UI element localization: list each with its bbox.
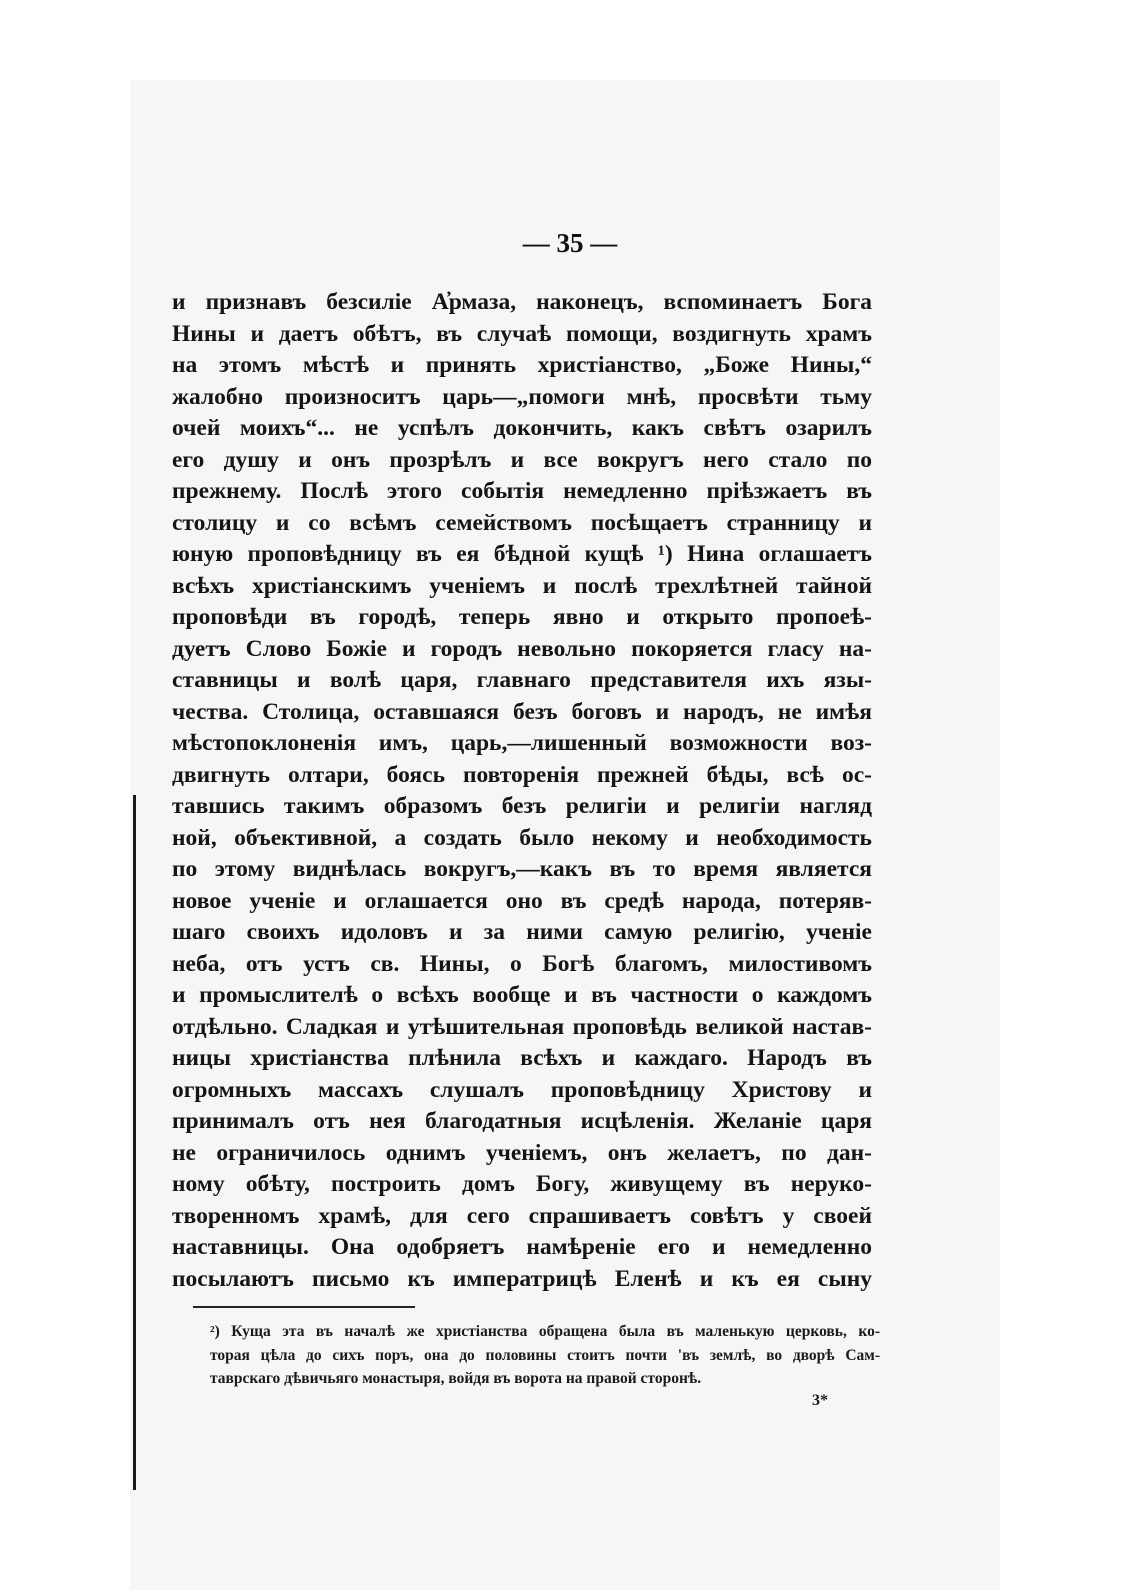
body-text (172, 287, 872, 1295)
text-line: Нины и даетъ обѣтъ, въ случаѣ помощи, воздигнуть храмъ (172, 320, 872, 347)
text-line: и промыслителѣ о всѣхъ вообще и въ частности о каждомъ (172, 982, 872, 1008)
text-line: и признавъ безсиліе А̓рмаза, наконецъ, вспоминаетъ Бога (172, 289, 872, 315)
text-line: столицу и со всѣмъ семействомъ посѣщаетъ странницу и (172, 509, 872, 536)
footnote-separator (193, 1306, 415, 1308)
text-line: новое ученіе и оглашается оно въ средѣ народа, потеряв- (172, 887, 872, 914)
text-line: наставницы. Она одобряетъ намѣреніе его и немедленно (172, 1234, 872, 1260)
text-line: шаго своихъ идоловъ и за ними самую религію, ученіе (172, 919, 872, 945)
text-line: мѣстопоклоненія имъ, царь,—лишенный возможности воз- (172, 730, 872, 756)
text-line: по этому виднѣлась вокругъ,—какъ въ то время является (172, 856, 872, 882)
text-line: принималъ отъ нея благодатныя исцѣленія. Желаніе царя (172, 1108, 872, 1134)
text-line: неба, отъ устъ св. Нины, о Богѣ благомъ, милостивомъ (172, 950, 872, 977)
footnote-line: торая цѣла до сихъ поръ, она до половины стоитъ почти 'въ землѣ, во дворѣ Сам- (210, 1346, 880, 1364)
text-line: посылаютъ письмо къ императрицѣ Еленѣ и къ ея сыну (172, 1265, 872, 1292)
text-line: на этомъ мѣстѣ и принять христіанство, „Боже Нины,“ (172, 352, 872, 378)
text-line: двигнуть олтари, боясь повторенія прежней бѣды, всѣ ос- (172, 761, 872, 788)
text-line: всѣхъ христіанскимъ ученіемъ и послѣ трехлѣтней тайной (172, 572, 872, 599)
text-line: ставницы и волѣ царя, главнаго представителя ихъ язы- (172, 667, 872, 693)
text-line: чества. Столица, оставшаяся безъ боговъ и народъ, не имѣя (172, 698, 872, 725)
text-line: ницы христіанства плѣнила всѣхъ и каждаго. Народъ въ (172, 1045, 872, 1071)
text-line: отдѣльно. Сладкая и утѣшительная проповѣдь великой настав- (172, 1013, 872, 1040)
text-line: тавшись такимъ образомъ безъ религіи и религіи нагляд (172, 793, 872, 819)
text-line: ной, объективной, а создать было некому и необходимость (172, 824, 872, 851)
text-line: дуетъ Слово Божіе и городъ невольно покоряется гласу на- (172, 635, 872, 662)
binding-edge-line (133, 795, 136, 1490)
text-line: проповѣди въ городѣ, теперь явно и открыто пропоеѣ- (172, 604, 872, 630)
footnote-line: ²) Куща эта въ началѣ же христіанства обращена была въ маленькую церковь, ко- (210, 1323, 880, 1340)
text-line: очей моихъ“... не успѣлъ докончить, какъ свѣтъ озарилъ (172, 415, 872, 441)
text-line: не ограничилось однимъ ученіемъ, онъ желаетъ, по дан- (172, 1139, 872, 1166)
text-line: юную проповѣдницу въ ея бѣдной кущѣ ¹) Нина оглашаетъ (172, 541, 872, 567)
text-line: жалобно произноситъ царь—„помоги мнѣ, просвѣти тьму (172, 383, 872, 410)
printer-signature-mark: 3* (812, 1392, 828, 1409)
page-number: — 35 — (522, 228, 618, 258)
footnote (210, 1320, 880, 1391)
text-line: огромныхъ массахъ слушалъ проповѣдницу Христову и (172, 1076, 872, 1103)
text-line: прежнему. Послѣ этого событія немедленно пріѣзжаетъ въ (172, 478, 872, 504)
text-line: творенномъ храмѣ, для сего спрашиваетъ совѣтъ у своей (172, 1202, 872, 1229)
text-line: его душу и онъ прозрѣлъ и все вокругъ него стало по (172, 446, 872, 473)
text-line: ному обѣту, построить домъ Богу, живущему въ неруко- (172, 1171, 872, 1197)
footnote-line: таврскаго дѣвичьяго монастыря, войдя въ ворота на правой сторонѣ. (210, 1370, 702, 1387)
